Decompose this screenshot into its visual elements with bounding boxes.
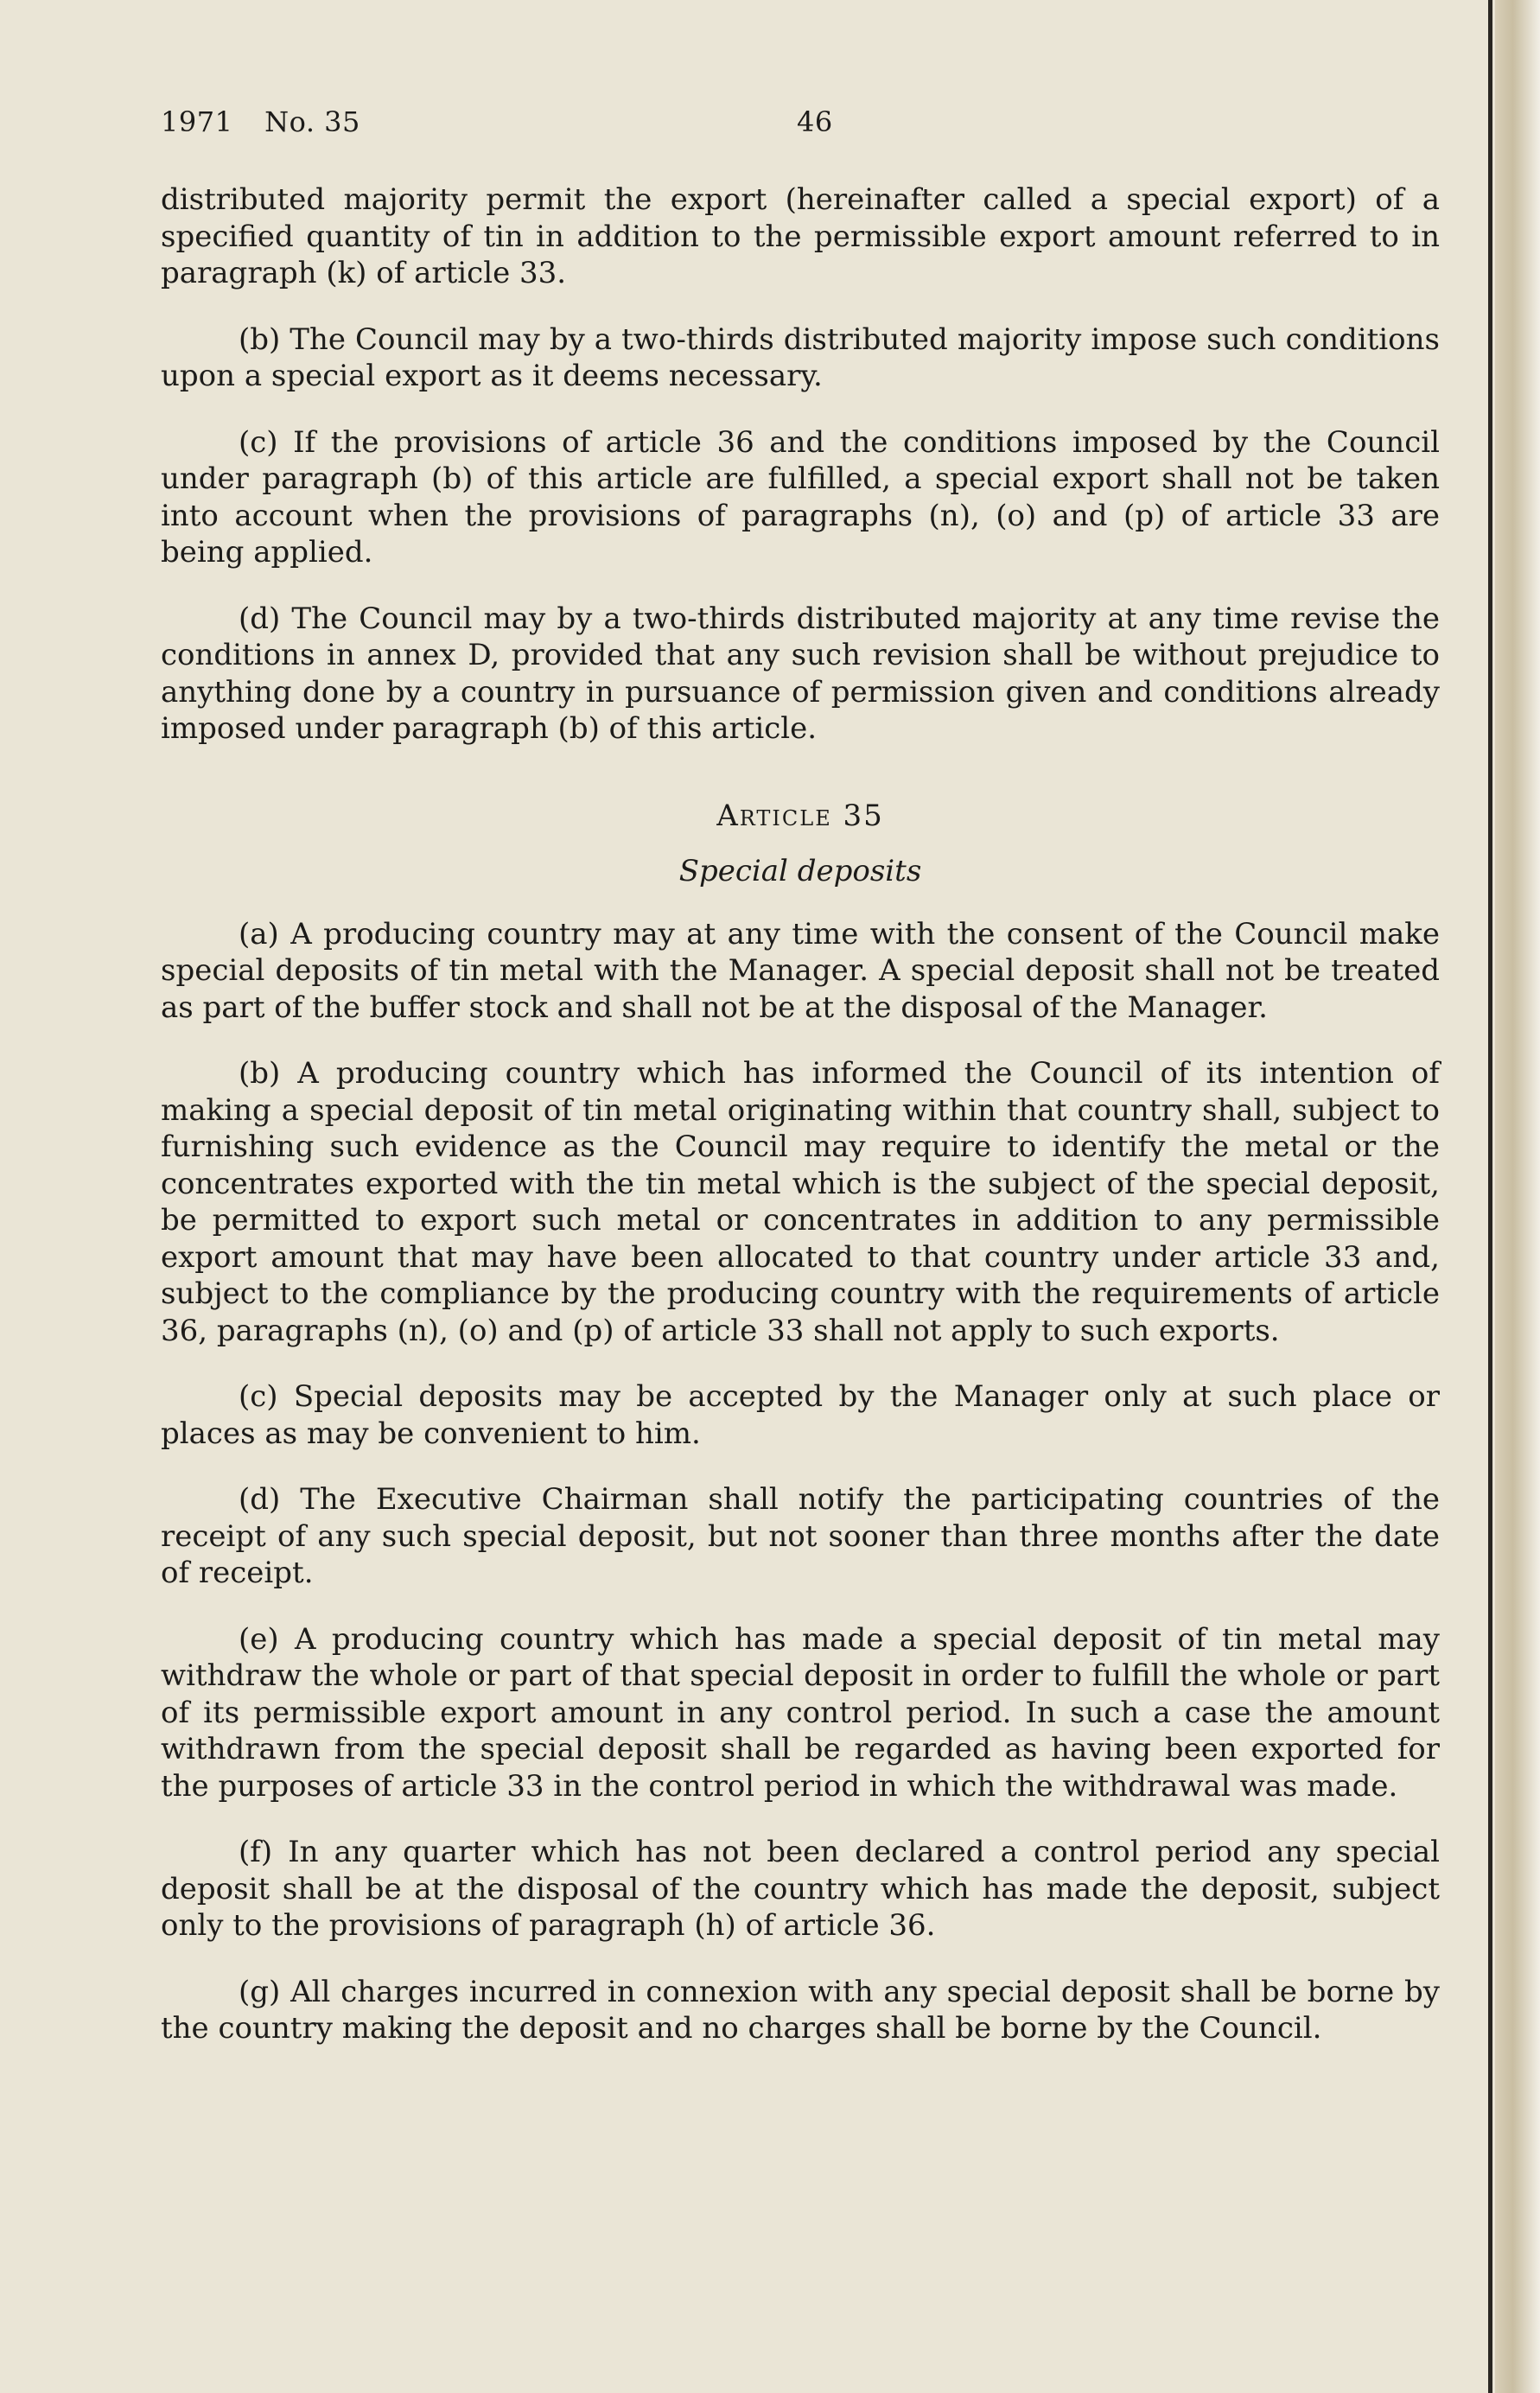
header-number: No. 35	[264, 105, 360, 138]
article-subheading: Special deposits	[678, 854, 922, 888]
paragraph-b: (b) The Council may by a two-thirds distributed majority impose such conditions upon a special export as it deems necessary.	[161, 321, 1440, 393]
article-paragraph-b: (b) A producing country which has informed the Council of its intention of making a special deposit of tin metal originating within that country shall, subject to furnishing such evidence as the Council may require to identify the metal or the concentrates exported with the tin metal which is the subject of the special deposit, be permitted to export such metal or concentrates in addition to any permissible export amount that may have been allocated to that country under article 33 and, subject to the compliance by the producing country with the requirements of article 36, paragraphs (n), (o) and (p) of article 33 shall not apply to such exports.	[161, 1056, 1440, 1348]
article-paragraph-c: (c) Special deposits may be accepted by the Manager only at such place or places as may be convenient to him.	[161, 1379, 1440, 1451]
article-paragraph-g: (g) All charges incurred in connexion with any special deposit shall be borne by the country making the deposit and no charges shall be borne by the Council.	[161, 1974, 1440, 2046]
paragraph-c: (c) If the provisions of article 36 and the conditions imposed by the Council under paragraph (b) of this article are fulfilled, a special export shall not be taken into account when the provisions of paragraphs (n), (o) and (p) of article 33 are being applied.	[161, 424, 1440, 570]
article-paragraph-e: (e) A producing country which has made a special deposit of tin metal may withdraw the whole or part of that special deposit in order to fulfill the whole or part of its permissible export amount in any control period. In such a case the amount withdrawn from the special deposit shall be regarded as having been exported for the purposes of article 33 in the control period in which the withdrawal was made.	[161, 1621, 1440, 1804]
page-number: 46	[797, 105, 833, 138]
paragraph-d: (d) The Council may by a two-thirds distributed majority at any time revise the conditions in annex D, provided that any such revision shall be without prejudice to anything done by a country in pursuance of permission given and conditions already imposed under paragraph (b) of this article.	[161, 601, 1440, 746]
article-paragraph-a: (a) A producing country may at any time with the consent of the Council make special deposits of tin metal with the Manager. A special deposit shall not be treated as part of the buffer stock and shall not be at the disposal of the Manager.	[161, 916, 1440, 1025]
document-body	[161, 181, 1440, 2077]
paragraph-continued: distributed majority permit the export (hereinafter called a special export) of a specified quantity of tin in addition to the permissible export amount referred to in paragraph (k) of article 33.	[161, 182, 1440, 290]
page-header	[161, 105, 833, 138]
page-edge	[1495, 0, 1540, 2393]
spine-line	[1488, 0, 1492, 2393]
header-year: 1971	[161, 105, 233, 138]
article-heading: Article 35	[716, 798, 884, 833]
article-paragraph-d: (d) The Executive Chairman shall notify the participating countries of the receipt of any such special deposit, but not sooner than three months after the date of receipt.	[161, 1482, 1440, 1590]
article-paragraph-f: (f) In any quarter which has not been declared a control period any special deposit shall be at the disposal of the country which has made the deposit, subject only to the provisions of paragraph (h) of article 36.	[161, 1835, 1440, 1943]
